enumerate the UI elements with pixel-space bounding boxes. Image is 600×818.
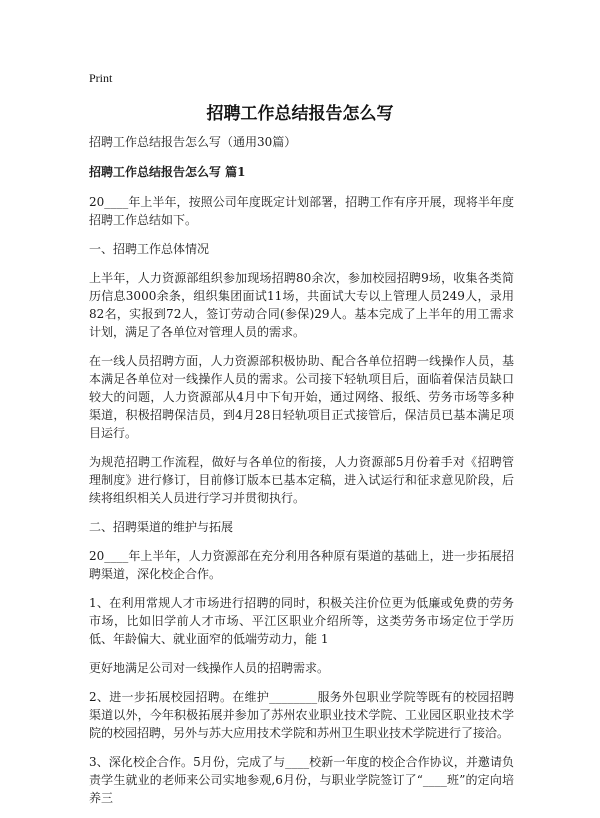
page-title: 招聘工作总结报告怎么写 bbox=[206, 104, 394, 124]
subheading: 二、招聘渠道的维护与拓展 bbox=[89, 520, 234, 534]
paragraph: 为规范招聘工作流程，做好与各单位的衔接，人力资源部5月份着手对《招聘管理制度》进行修订，目前修订版本已基本定稿，进入试运行和征求意见阶段，后续将组织相关人员进行学习并贯彻执行。 bbox=[89, 455, 514, 505]
document-subtitle: 招聘工作总结报告怎么写（通用30篇） bbox=[89, 135, 297, 149]
paragraph: 1、在利用常规人才市场进行招聘的同时，积极关注价位更为低廉或免费的劳务市场，比如旧学前人才市场、平江区职业介绍所等，这类劳务市场定位于学历低、年龄偏大、就业面窄的低端劳动力，能 1 bbox=[89, 596, 514, 646]
paragraph: 2、进一步拓展校园招聘。在维护________服务外包职业学院等既有的校园招聘渠道以外，今年积极拓展并参加了苏州农业职业技术学院、工业园区职业技术学院的校园招聘，另外与苏大应用技术学院和苏州卫生职业技术学院进行了接洽。 bbox=[89, 690, 514, 740]
subheading: 一、招聘工作总体情况 bbox=[89, 242, 210, 256]
paragraph: 上半年，人力资源部组织参加现场招聘80余次，参加校园招聘9场，收集各类简历信息3000余条，组织集团面试11场，共面试大专以上管理人员249人，录用82名，实报到72人，签订劳动合同(参保)29人。基本完成了上半年的用工需求计划，满足了各单位对管理人员的需求。 bbox=[89, 271, 514, 339]
paragraph: 在一线人员招聘方面，人力资源部积极协助、配合各单位招聘一线操作人员，基本满足各单位对一线操作人员的需求。公司接下轻轨项目后，面临着保洁员缺口较大的问题，人力资源部从4月中下旬开始，通过网络、报纸、劳务市场等多种渠道，积极招聘保洁员，到4月28日轻轨项目正式接管后，保洁员已基本满足项目运行。 bbox=[89, 354, 514, 440]
paragraph: 更好地满足公司对一线操作人员的招聘需求。 bbox=[89, 661, 330, 675]
paragraph: 3、深化校企合作。5月份，完成了与____校新一年度的校企合作协议，并邀请负责学生就业的老师来公司实地参观,6月份，与职业学院签订了“____班”的定向培养三 bbox=[89, 755, 514, 805]
paragraph: 20____年上半年，按照公司年度既定计划部署，招聘工作有序开展，现将半年度招聘工作总结如下。 bbox=[89, 195, 514, 227]
section-heading: 招聘工作总结报告怎么写 篇1 bbox=[89, 165, 246, 179]
document-body bbox=[89, 133, 514, 818]
paragraph: 20____年上半年，人力资源部在充分利用各种原有渠道的基础上，进一步拓展招聘渠道，深化校企合作。 bbox=[89, 549, 514, 581]
print-label[interactable]: Print bbox=[89, 71, 113, 85]
